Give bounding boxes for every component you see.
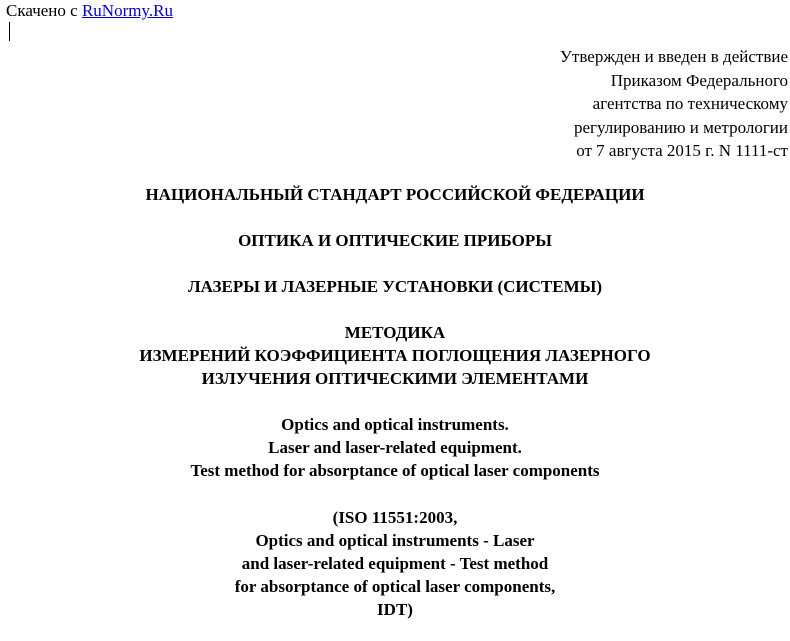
method-title-block <box>0 321 790 390</box>
approval-line: от 7 августа 2015 г. N 1111-ст <box>576 141 788 160</box>
iso-reference-line: and laser-related equipment - Test method <box>241 554 549 573</box>
method-title-line: ИЗМЕРЕНИЙ КОЭФФИЦИЕНТА ПОГЛОЩЕНИЯ ЛАЗЕРНОГО <box>139 346 651 365</box>
source-line <box>6 1 173 21</box>
subject-heading-optics: ОПТИКА И ОПТИЧЕСКИЕ ПРИБОРЫ <box>238 231 552 250</box>
approval-line: Приказом Федерального <box>610 70 788 90</box>
iso-reference-line: IDT) <box>377 600 413 619</box>
runormy-link[interactable]: RuNormy.Ru <box>81 1 173 20</box>
subject-heading-lasers: ЛАЗЕРЫ И ЛАЗЕРНЫЕ УСТАНОВКИ (СИСТЕМЫ) <box>188 277 602 296</box>
english-title-line: Optics and optical instruments. <box>281 415 509 434</box>
approval-line: регулированию и метрологии <box>573 117 788 137</box>
text-cursor <box>9 22 10 41</box>
source-prefix: Скачено с <box>6 1 82 20</box>
approval-line: агентства по техническому <box>592 94 788 113</box>
approval-block <box>560 45 788 163</box>
iso-reference-line: Optics and optical instruments - Laser <box>255 531 535 550</box>
approval-line: Утвержден и введен в действие <box>559 47 788 66</box>
english-title-line: Test method for absorptance of optical laser components <box>190 461 600 480</box>
english-title-block <box>0 413 790 482</box>
national-standard-heading: НАЦИОНАЛЬНЫЙ СТАНДАРТ РОССИЙСКОЙ ФЕДЕРАЦИИ <box>145 185 645 204</box>
iso-reference-line: for absorptance of optical laser components, <box>234 577 556 596</box>
method-title-line: ИЗЛУЧЕНИЯ ОПТИЧЕСКИМИ ЭЛЕМЕНТАМИ <box>201 369 589 388</box>
english-title-line: Laser and laser-related equipment. <box>268 438 522 457</box>
iso-reference-block <box>0 506 790 621</box>
iso-reference-line: (ISO 11551:2003, <box>332 508 458 527</box>
method-title-line: МЕТОДИКА <box>344 323 446 342</box>
